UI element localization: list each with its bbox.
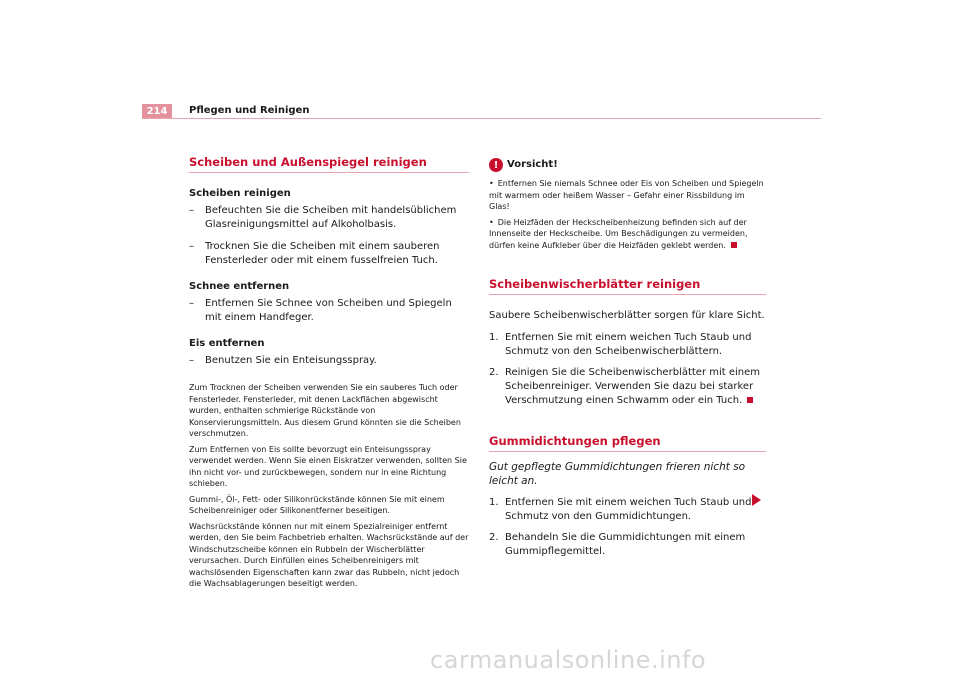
warning-icon: ! <box>489 158 503 172</box>
step-text: Behandeln Sie die Gummidichtungen mit einem Gummipflegemittel. <box>505 532 746 557</box>
list-item <box>189 297 469 325</box>
dash-marker: – <box>189 205 194 216</box>
subhead-remove-ice: Eis entfernen <box>189 338 265 349</box>
running-title: Pflegen und Reinigen <box>189 105 310 116</box>
dash-marker: – <box>189 355 194 366</box>
step-number: 1. <box>489 332 499 343</box>
list-item-text: Trocknen Sie die Scheiben mit einem sauberen Fensterleder oder mit einem fusselfreien Tuch. <box>205 241 440 266</box>
right-column <box>489 158 766 566</box>
step-number: 2. <box>489 367 499 378</box>
warning-item <box>489 178 766 213</box>
step-item <box>489 531 766 559</box>
next-page-arrow-icon <box>752 494 761 506</box>
left-column <box>189 155 469 594</box>
note-paragraph: Gummi-, Öl-, Fett- oder Silikonrückstände können Sie mit einem Scheibenreiniger oder Silikonentferner beseitigen. <box>189 494 445 515</box>
list-item-text: Entfernen Sie Schnee von Scheiben und Spiegeln mit einem Handfeger. <box>205 298 452 323</box>
step-item <box>489 496 766 524</box>
dash-marker: – <box>189 241 194 252</box>
list-item <box>189 240 469 268</box>
warning-item <box>489 217 766 252</box>
watermark: carmanualsonline.info <box>430 646 707 674</box>
note-paragraph: Zum Entfernen von Eis sollte bevorzugt ein Enteisungsspray verwendet werden. Wenn Sie einen Eiskratzer verwenden, sollten Sie ihn nicht vor- und zurückbewegen, sondern nur in eine Richtung schieben. <box>189 444 467 488</box>
dash-marker: – <box>189 298 194 309</box>
warning-label: Vorsicht! <box>507 159 558 170</box>
step-text: Reinigen Sie die Scheibenwischerblätter mit einem Scheibenreiniger. Verwenden Sie dazu bei starker Verschmutzung einen Schwamm oder ein Tuch. <box>505 367 761 406</box>
section-title-wipers: Scheibenwischerblätter reinigen <box>489 277 766 295</box>
warning-item-text: Entfernen Sie niemals Schnee oder Eis von Scheiben und Spiegeln mit warmem oder heißem Wasser – Gefahr einer Rissbildung im Glas! <box>489 179 764 211</box>
bullet-marker: • <box>489 217 494 227</box>
list-item-text: Benutzen Sie ein Enteisungsspray. <box>205 355 377 366</box>
list-item <box>189 354 469 368</box>
rubber-subtitle: Gut gepflegte Gummidichtungen frieren nicht so leicht an. <box>489 461 746 487</box>
section-title-rubber: Gummidichtungen pflegen <box>489 434 766 452</box>
note-paragraph: Wachsrückstände können nur mit einem Spezialreiniger entfernt werden, den Sie beim Fachbetrieb erhalten. Wachsrückstände auf der Windschutzscheibe können ein Rubbeln der Wischerblätter verursachen. Durch Einfüllen eines Scheibenreinigers mit wachslösenden Eigenschaften kann zwar das Rubbeln, nicht jedoch die Wachsablagerungen beseitigt werden. <box>189 521 469 588</box>
subhead-clean-windows: Scheiben reinigen <box>189 188 291 199</box>
note-paragraph: Zum Trocknen der Scheiben verwenden Sie ein sauberes Tuch oder Fensterleder. Fensterleder, mit denen Lackflächen abgewischt wurden, enthalten schmierige Rückstände von Konservierungsmitteln. Aus diesem Grund könnten sie die Scheiben verschmutzen. <box>189 383 461 438</box>
step-number: 1. <box>489 497 499 508</box>
warning-item-text: Die Heizfäden der Heckscheibenheizung befinden sich auf der Innenseite der Heckscheibe. Um Beschädigungen zu vermeiden, dürfen keine Aufkleber über die Heizfäden geklebt werden. <box>489 217 748 250</box>
section-end-marker <box>747 397 753 403</box>
step-item <box>489 366 766 408</box>
header-rule <box>142 118 821 119</box>
step-number: 2. <box>489 532 499 543</box>
step-text: Entfernen Sie mit einem weichen Tuch Staub und Schmutz von den Gummidichtungen. <box>505 497 752 522</box>
subhead-remove-snow: Schnee entfernen <box>189 281 290 292</box>
bullet-marker: • <box>489 179 494 188</box>
list-item <box>189 204 469 232</box>
step-item <box>489 331 766 359</box>
warning-header <box>489 158 766 172</box>
section-end-marker <box>731 242 737 248</box>
list-item-text: Befeuchten Sie die Scheiben mit handelsüblichem Glasreinigungsmittel auf Alkoholbasis. <box>205 205 457 230</box>
step-text: Entfernen Sie mit einem weichen Tuch Staub und Schmutz von den Scheibenwischerblättern. <box>505 332 752 357</box>
section-title-windows: Scheiben und Außenspiegel reinigen <box>189 155 469 173</box>
page-number: 214 <box>142 104 172 118</box>
wiper-intro: Saubere Scheibenwischerblätter sorgen für klare Sicht. <box>489 310 765 321</box>
